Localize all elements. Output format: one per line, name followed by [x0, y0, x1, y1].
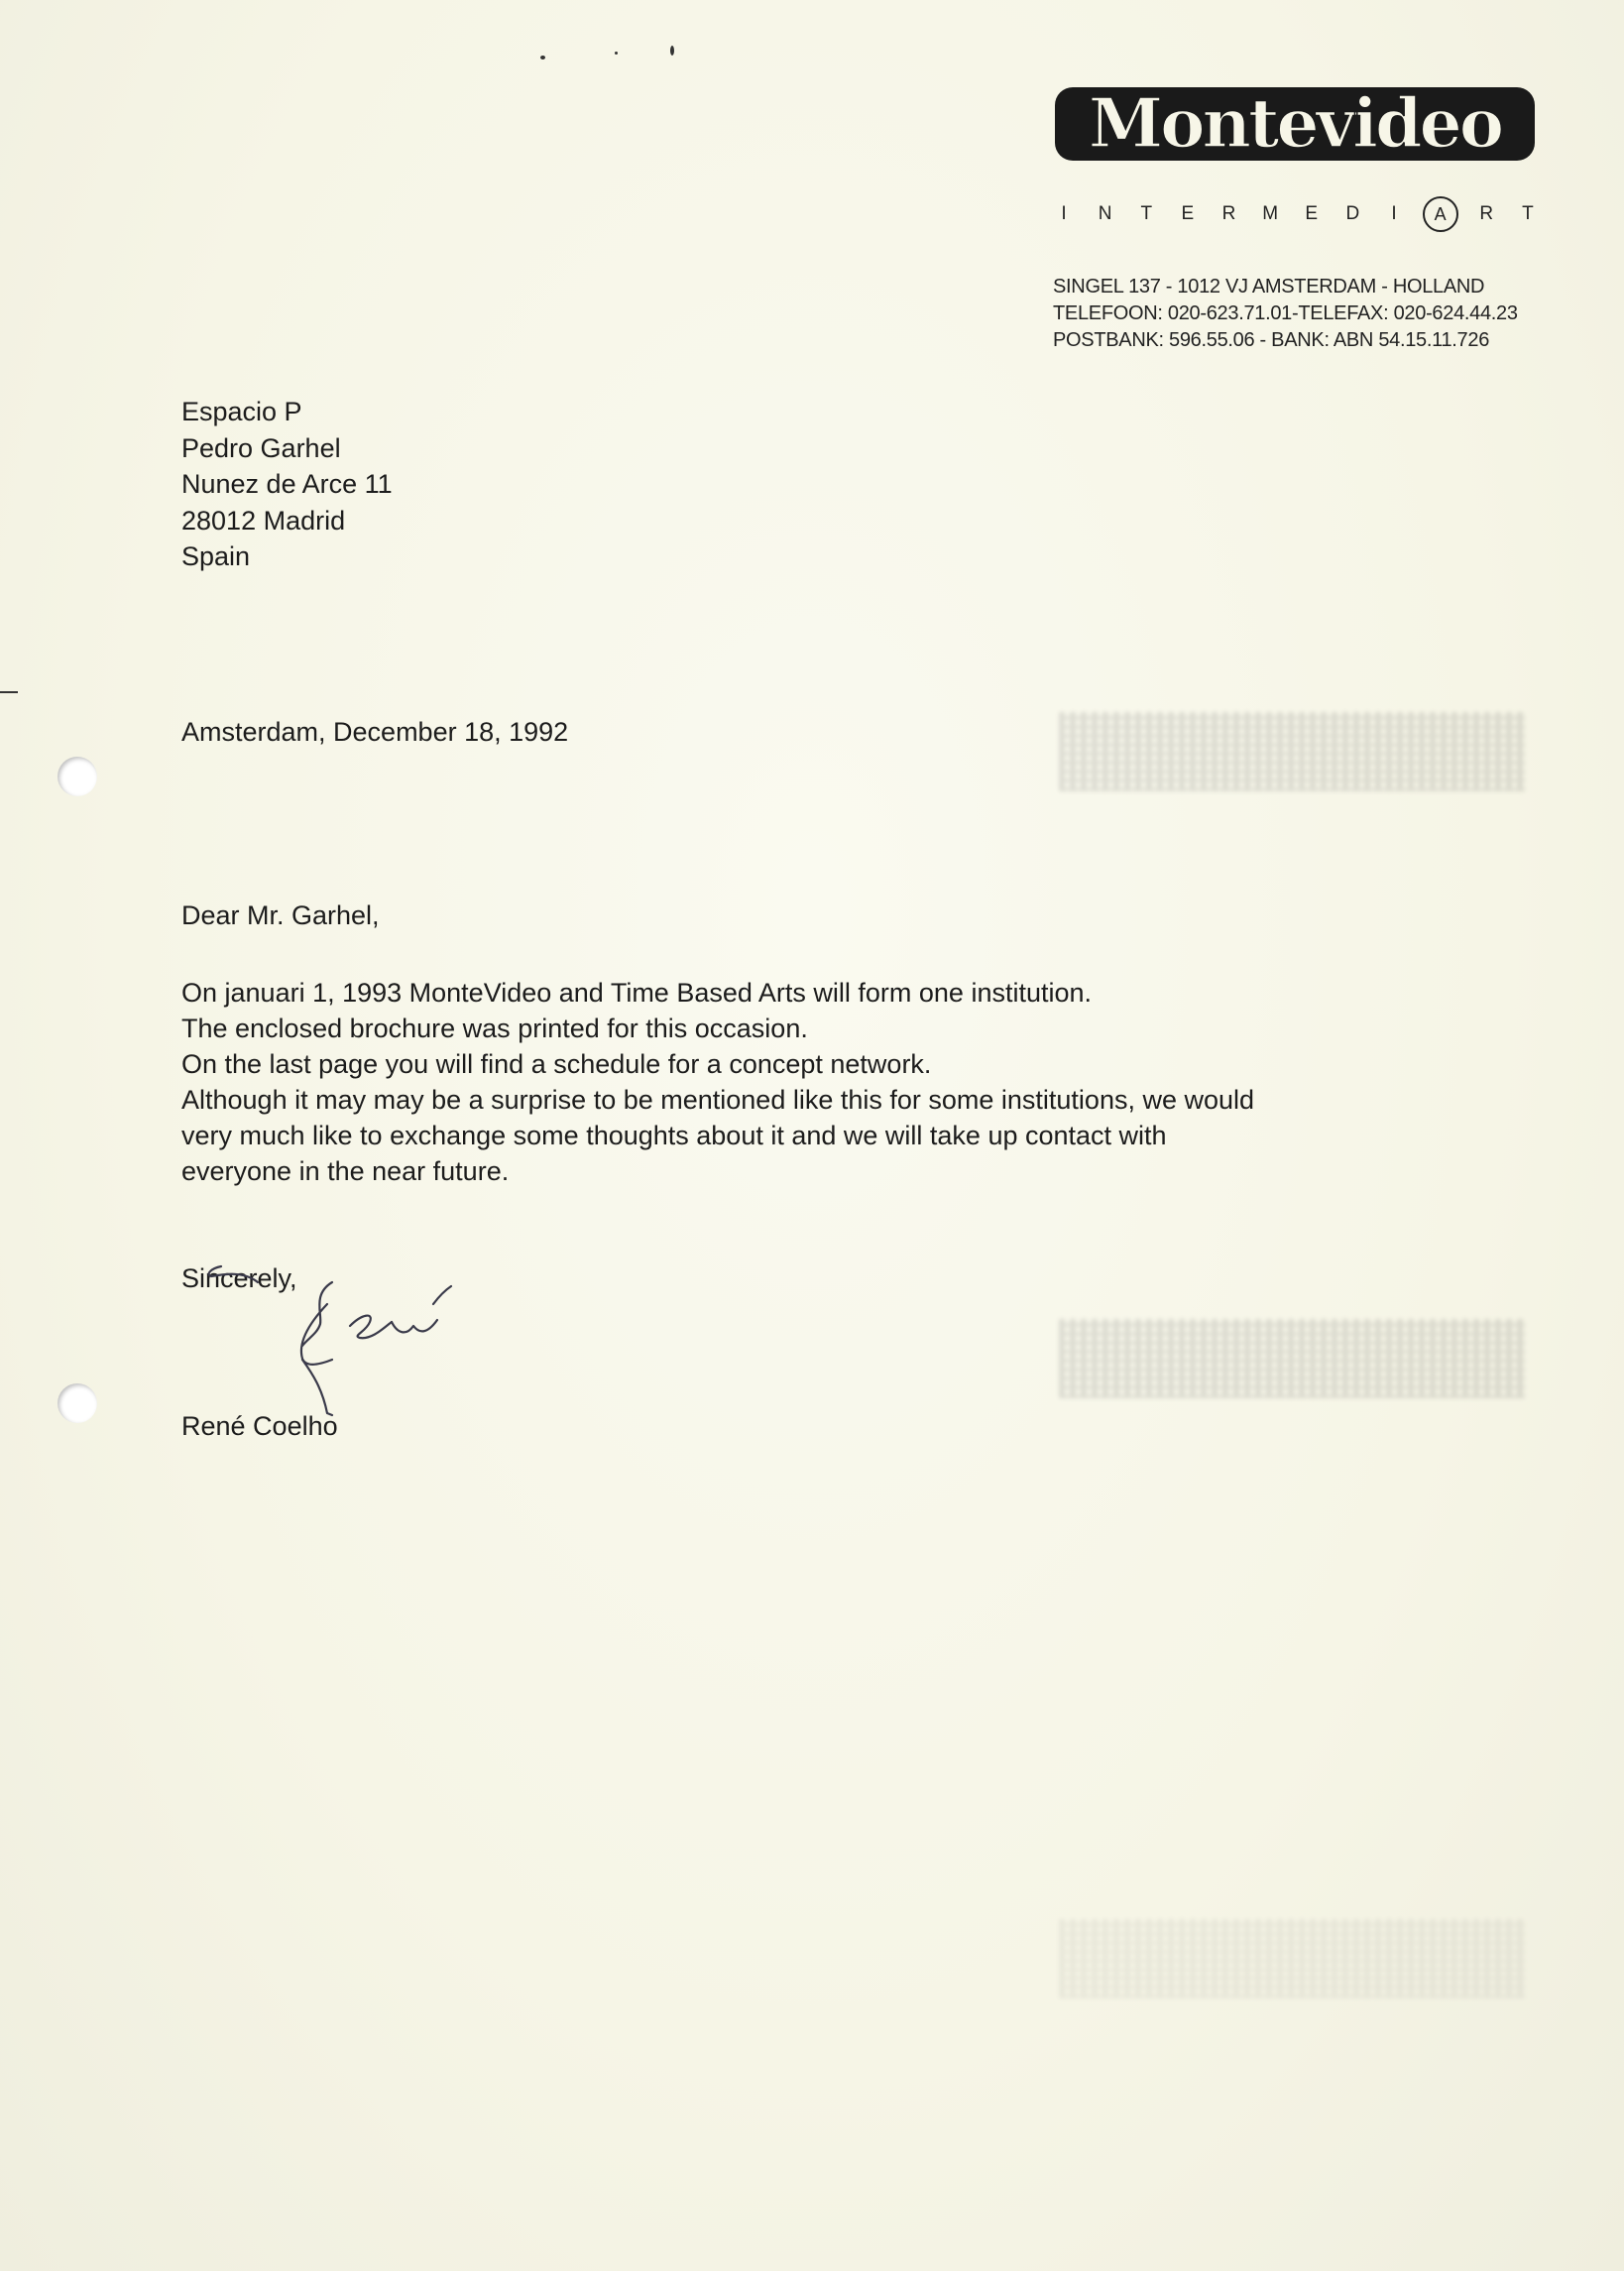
- tagline-letter: T: [1140, 203, 1153, 224]
- tagline-letter: N: [1098, 203, 1112, 224]
- paper-speck: [540, 56, 545, 60]
- recipient-line: Spain: [181, 541, 251, 571]
- body-line: On the last page you will find a schedule for a concept network.: [181, 1049, 932, 1079]
- fold-mark: [0, 691, 18, 693]
- show-through-logo: [1059, 712, 1525, 791]
- salutation: Dear Mr. Garhel,: [181, 900, 380, 930]
- dateline: Amsterdam, December 18, 1992: [181, 717, 569, 747]
- punch-hole-upper: [58, 757, 97, 796]
- body-line: The enclosed brochure was printed for this occasion.: [181, 1014, 808, 1043]
- tagline-letter: I: [1061, 203, 1067, 224]
- phone-line: TELEFOON: 020-623.71.01-TELEFAX: 020-624.44.23: [1053, 302, 1518, 324]
- show-through-logo: [1059, 1919, 1525, 1998]
- letterhead-address: [1053, 274, 1518, 354]
- tagline-letter: A: [1423, 196, 1458, 232]
- tagline-letter: T: [1522, 203, 1534, 224]
- montevideo-logo: [1053, 77, 1537, 171]
- closing: Sincerely,: [181, 1263, 297, 1293]
- body-line: On januari 1, 1993 MonteVideo and Time Based Arts will form one institution.: [181, 978, 1093, 1008]
- punch-hole-lower: [58, 1383, 97, 1423]
- tagline-letter: E: [1181, 203, 1195, 224]
- body-line: very much like to exchange some thoughts about it and we will take up contact with: [181, 1121, 1167, 1150]
- signer-name: René Coelho: [181, 1411, 338, 1441]
- intermediart-tagline: [1051, 196, 1541, 232]
- tagline-letter: E: [1305, 203, 1319, 224]
- recipient-line: 28012 Madrid: [181, 505, 346, 536]
- recipient-line: Pedro Garhel: [181, 432, 341, 463]
- logo-wordmark: Montevideo: [1088, 84, 1502, 164]
- body-line: everyone in the near future.: [181, 1156, 510, 1186]
- tagline-letter: M: [1262, 203, 1279, 224]
- tagline-letter: R: [1479, 203, 1494, 224]
- recipient-line: Nunez de Arce 11: [181, 469, 393, 499]
- address-line: SINGEL 137 - 1012 VJ AMSTERDAM - HOLLAND: [1053, 276, 1485, 298]
- tagline-letter: I: [1391, 203, 1397, 224]
- paper-speck: [615, 52, 618, 55]
- tagline-letter: D: [1345, 203, 1360, 224]
- paper-speck: [670, 46, 674, 56]
- tagline-letter: R: [1221, 203, 1236, 224]
- bank-line: POSTBANK: 596.55.06 - BANK: ABN 54.15.11.726: [1053, 329, 1490, 351]
- letter-body: [181, 975, 1431, 1189]
- recipient-address: [181, 394, 393, 575]
- body-line: Although it may may be a surprise to be mentioned like this for some institutions, we would: [181, 1085, 1255, 1115]
- recipient-line: Espacio P: [181, 397, 302, 426]
- show-through-logo: [1059, 1319, 1525, 1398]
